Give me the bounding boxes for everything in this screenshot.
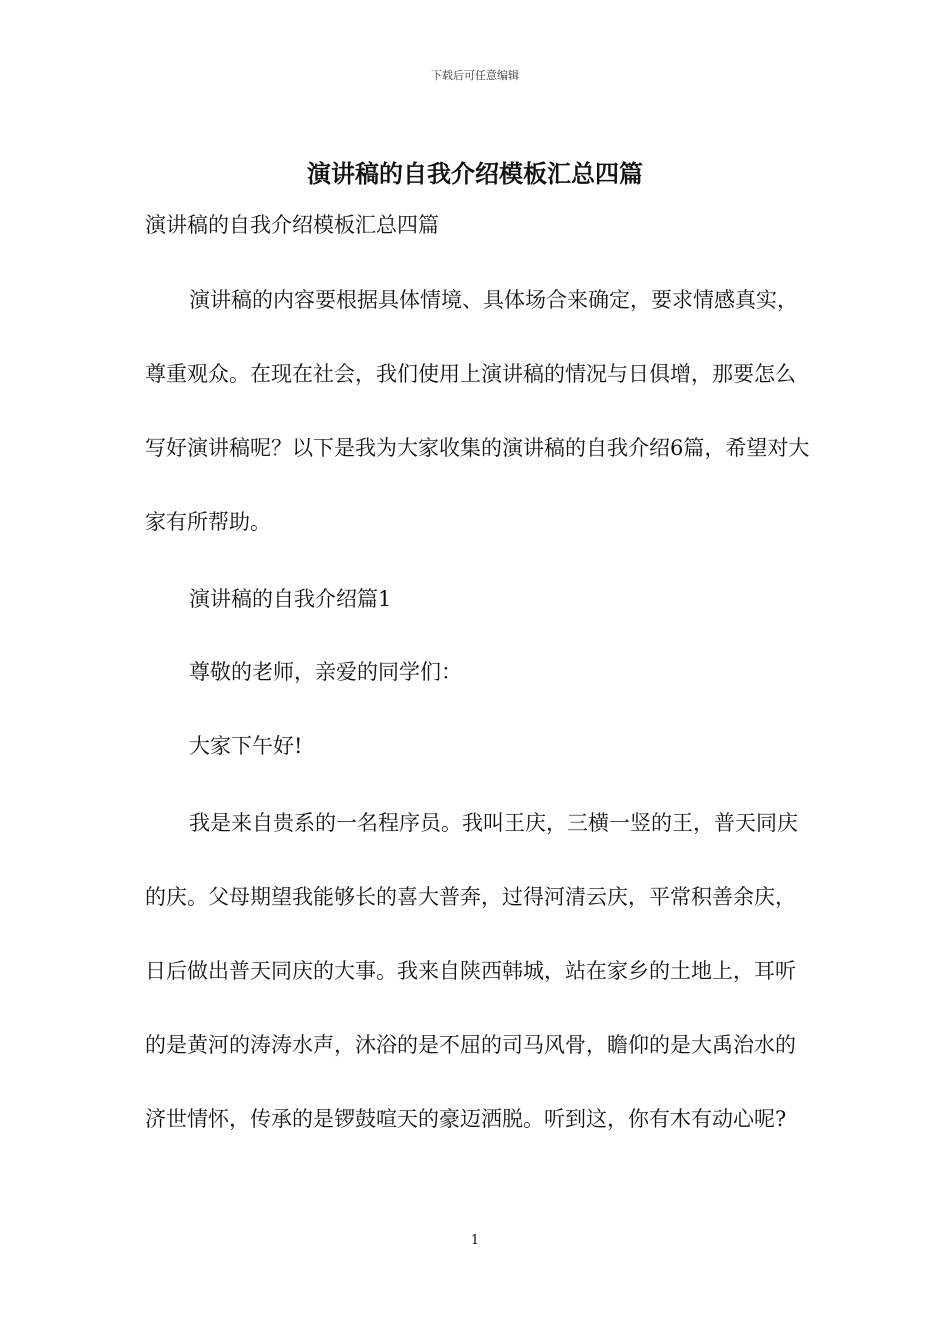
header-note: 下载后可任意编辑: [431, 69, 519, 82]
section-heading: 演讲稿的自我介绍篇1: [189, 587, 392, 611]
greeting-paragraph: 大家下午好!: [189, 734, 303, 758]
self-introduction-paragraph: 我是来自贵系的一名程序员。我叫王庆，三横一竖的王，普天同庆的庆。父母期望我能够长的喜大普奔，过得河清云庆，平常积善余庆，日后做出普天同庆的大事。我来自陕西韩城，站在家乡的土地上，耳听的是黄河的涛涛水声，沐浴的是不屈的司马风骨，瞻仰的是大禹治水的济世情怀，传承的是锣鼓喧天的豪迈洒脱。听到这，你有木有动心呢?: [145, 811, 798, 1131]
document-subtitle: 演讲稿的自我介绍模板汇总四篇: [145, 213, 439, 237]
document-title: 演讲稿的自我介绍模板汇总四篇: [307, 159, 643, 188]
page-number: 1: [470, 1233, 480, 1248]
salutation-paragraph: 尊敬的老师，亲爱的同学们：: [189, 660, 462, 684]
intro-paragraph: 演讲稿的内容要根据具体情境、具体场合来确定，要求情感真实，尊重观众。在现在社会，我们使用上演讲稿的情况与日俱增，那要怎么写好演讲稿呢？以下是我为大家收集的演讲稿的自我介绍6篇，希望对大家有所帮助。: [145, 288, 810, 534]
